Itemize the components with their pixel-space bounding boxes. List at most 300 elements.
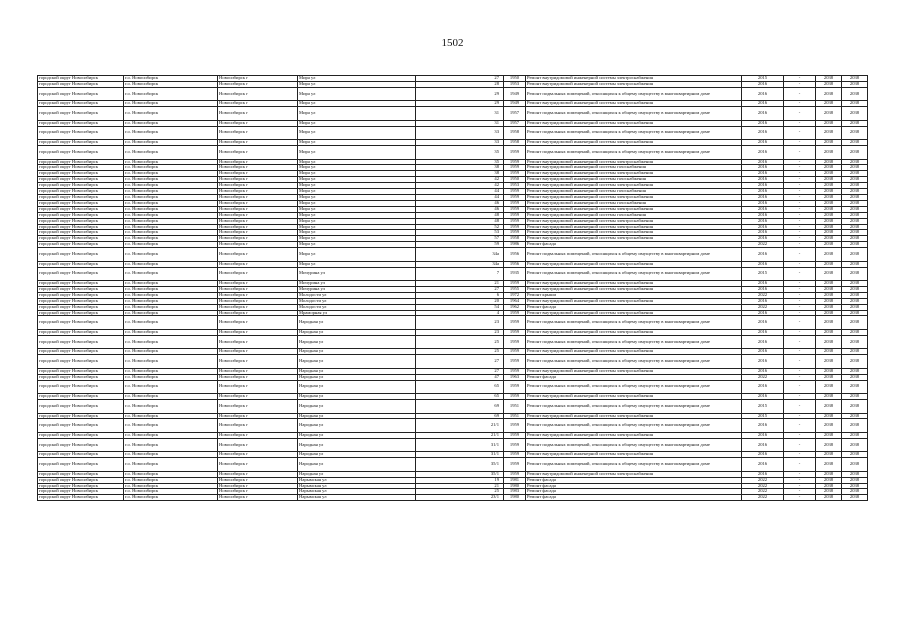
build-year-cell: 1972 bbox=[504, 292, 526, 298]
house-number-cell: 38 bbox=[416, 171, 504, 177]
planned-year-cell: 2016 bbox=[742, 286, 784, 292]
municipality-cell: городской округ Новосибирск bbox=[38, 165, 124, 171]
work-type-cell: Ремонт крыши bbox=[526, 292, 742, 298]
municipality-cell: городской округ Новосибирск bbox=[38, 452, 124, 458]
period-to-cell: 2038 bbox=[842, 120, 868, 126]
city-cell: Новосибирск г bbox=[218, 316, 298, 330]
house-number-cell: 57 bbox=[416, 236, 504, 242]
table-row bbox=[38, 495, 868, 501]
city-cell: Новосибирск г bbox=[218, 212, 298, 218]
city-cell: Новосибирск г bbox=[218, 355, 298, 369]
dash-cell: - bbox=[784, 159, 816, 165]
district-cell: г.о. Новосибирск bbox=[124, 261, 218, 267]
municipality-cell: городской округ Новосибирск bbox=[38, 349, 124, 355]
table-row bbox=[38, 380, 868, 394]
work-type-cell: Ремонт внутридомовой инженерной системы газоснабжения bbox=[526, 165, 742, 171]
table-row bbox=[38, 316, 868, 330]
house-number-cell: 35/1 bbox=[416, 458, 504, 472]
dash-cell: - bbox=[784, 171, 816, 177]
build-year-cell: 1980 bbox=[504, 495, 526, 501]
build-year-cell: 1949 bbox=[504, 101, 526, 107]
period-to-cell: 2038 bbox=[842, 267, 868, 281]
period-from-cell: 2038 bbox=[816, 432, 842, 438]
build-year-cell: 1959 bbox=[504, 355, 526, 369]
period-from-cell: 2038 bbox=[816, 183, 842, 189]
period-to-cell: 2038 bbox=[842, 374, 868, 380]
work-type-cell: Ремонт внутридомовой инженерной системы электроснабжения bbox=[526, 194, 742, 200]
municipality-cell: городской округ Новосибирск bbox=[38, 212, 124, 218]
dash-cell: - bbox=[784, 101, 816, 107]
build-year-cell: 1955 bbox=[504, 286, 526, 292]
period-from-cell: 2038 bbox=[816, 267, 842, 281]
period-from-cell: 2038 bbox=[816, 489, 842, 495]
period-from-cell: 2038 bbox=[816, 419, 842, 433]
house-number-cell: 31/1 bbox=[416, 438, 504, 452]
municipality-cell: городской округ Новосибирск bbox=[38, 329, 124, 335]
period-from-cell: 2038 bbox=[816, 329, 842, 335]
dash-cell: - bbox=[784, 281, 816, 287]
period-to-cell: 2038 bbox=[842, 177, 868, 183]
dash-cell: - bbox=[784, 286, 816, 292]
table-row bbox=[38, 87, 868, 101]
house-number-cell: 34а bbox=[416, 261, 504, 267]
house-number-cell: 25 bbox=[416, 489, 504, 495]
planned-year-cell: 2016 bbox=[742, 355, 784, 369]
build-year-cell: 1959 bbox=[504, 452, 526, 458]
planned-year-cell: 2016 bbox=[742, 146, 784, 160]
planned-year-cell: 2015 bbox=[742, 400, 784, 414]
street-cell: Мира ул bbox=[298, 194, 416, 200]
street-cell: Народная ул bbox=[298, 471, 416, 477]
house-number-cell: 48 bbox=[416, 212, 504, 218]
house-number-cell: 25 bbox=[416, 335, 504, 349]
dash-cell: - bbox=[784, 87, 816, 101]
work-type-cell: Ремонт внутридомовой инженерной системы электроснабжения bbox=[526, 298, 742, 304]
period-to-cell: 2038 bbox=[842, 495, 868, 501]
house-number-cell: 44 bbox=[416, 189, 504, 195]
planned-year-cell: 2022 bbox=[742, 477, 784, 483]
work-type-cell: Ремонт фасада bbox=[526, 483, 742, 489]
municipality-cell: городской округ Новосибирск bbox=[38, 432, 124, 438]
city-cell: Новосибирск г bbox=[218, 292, 298, 298]
city-cell: Новосибирск г bbox=[218, 224, 298, 230]
period-from-cell: 2038 bbox=[816, 140, 842, 146]
period-to-cell: 2038 bbox=[842, 394, 868, 400]
planned-year-cell: 2016 bbox=[742, 206, 784, 212]
house-number-cell: 42 bbox=[416, 177, 504, 183]
municipality-cell: городской округ Новосибирск bbox=[38, 292, 124, 298]
municipality-cell: городской округ Новосибирск bbox=[38, 230, 124, 236]
house-number-cell: 54 bbox=[416, 304, 504, 310]
period-from-cell: 2038 bbox=[816, 146, 842, 160]
work-type-cell: Ремонт подвальных помещений, относящихся к общему имуществу в многоквартирном доме bbox=[526, 316, 742, 330]
district-cell: г.о. Новосибирск bbox=[124, 400, 218, 414]
street-cell: Мира ул bbox=[298, 230, 416, 236]
work-type-cell: Ремонт внутридомовой инженерной системы газоснабжения bbox=[526, 200, 742, 206]
street-cell: Мира ул bbox=[298, 146, 416, 160]
period-to-cell: 2038 bbox=[842, 206, 868, 212]
street-cell: Мира ул bbox=[298, 120, 416, 126]
period-to-cell: 2038 bbox=[842, 236, 868, 242]
period-to-cell: 2038 bbox=[842, 261, 868, 267]
work-type-cell: Ремонт подвальных помещений, относящихся к общему имуществу в многоквартирном доме bbox=[526, 400, 742, 414]
work-type-cell: Ремонт внутридомовой инженерной системы электроснабжения bbox=[526, 206, 742, 212]
city-cell: Новосибирск г bbox=[218, 286, 298, 292]
street-cell: Мира ул bbox=[298, 159, 416, 165]
planned-year-cell: 2016 bbox=[742, 212, 784, 218]
period-to-cell: 2038 bbox=[842, 349, 868, 355]
house-number-cell: 38 bbox=[416, 165, 504, 171]
period-from-cell: 2038 bbox=[816, 438, 842, 452]
dash-cell: - bbox=[784, 335, 816, 349]
house-number-cell: 47 bbox=[416, 374, 504, 380]
city-cell: Новосибирск г bbox=[218, 471, 298, 477]
municipality-cell: городской округ Новосибирск bbox=[38, 310, 124, 316]
house-number-cell: 35 bbox=[416, 146, 504, 160]
city-cell: Новосибирск г bbox=[218, 458, 298, 472]
period-from-cell: 2038 bbox=[816, 76, 842, 82]
dash-cell: - bbox=[784, 298, 816, 304]
street-cell: Мичурина ул bbox=[298, 286, 416, 292]
period-to-cell: 2038 bbox=[842, 159, 868, 165]
street-cell: Мира ул bbox=[298, 171, 416, 177]
dash-cell: - bbox=[784, 471, 816, 477]
planned-year-cell: 2016 bbox=[742, 452, 784, 458]
build-year-cell: 1958 bbox=[504, 236, 526, 242]
page-number: 1502 bbox=[441, 37, 464, 49]
municipality-cell: городской округ Новосибирск bbox=[38, 489, 124, 495]
house-number-cell: 7 bbox=[416, 267, 504, 281]
planned-year-cell: 2016 bbox=[742, 140, 784, 146]
planned-year-cell: 2016 bbox=[742, 281, 784, 287]
planned-year-cell: 2016 bbox=[742, 310, 784, 316]
period-to-cell: 2038 bbox=[842, 81, 868, 87]
table-row bbox=[38, 248, 868, 262]
table-row bbox=[38, 107, 868, 121]
work-type-cell: Ремонт внутридомовой инженерной системы электроснабжения bbox=[526, 236, 742, 242]
municipality-cell: городской округ Новосибирск bbox=[38, 458, 124, 472]
city-cell: Новосибирск г bbox=[218, 329, 298, 335]
build-year-cell: 1959 bbox=[504, 206, 526, 212]
dash-cell: - bbox=[784, 107, 816, 121]
build-year-cell: 1959 bbox=[504, 230, 526, 236]
district-cell: г.о. Новосибирск bbox=[124, 81, 218, 87]
street-cell: Народная ул bbox=[298, 329, 416, 335]
period-to-cell: 2038 bbox=[842, 171, 868, 177]
period-from-cell: 2038 bbox=[816, 286, 842, 292]
work-type-cell: Ремонт внутридомовой инженерной системы электроснабжения bbox=[526, 310, 742, 316]
city-cell: Новосибирск г bbox=[218, 298, 298, 304]
dash-cell: - bbox=[784, 292, 816, 298]
municipality-cell: городской округ Новосибирск bbox=[38, 120, 124, 126]
table-row bbox=[38, 355, 868, 369]
build-year-cell: 1980 bbox=[504, 483, 526, 489]
dash-cell: - bbox=[784, 200, 816, 206]
street-cell: Народная ул bbox=[298, 335, 416, 349]
planned-year-cell: 2016 bbox=[742, 218, 784, 224]
dash-cell: - bbox=[784, 310, 816, 316]
house-number-cell: 27 bbox=[416, 286, 504, 292]
planned-year-cell: 2016 bbox=[742, 248, 784, 262]
dash-cell: - bbox=[784, 146, 816, 160]
city-cell: Новосибирск г bbox=[218, 438, 298, 452]
city-cell: Новосибирск г bbox=[218, 101, 298, 107]
period-from-cell: 2038 bbox=[816, 194, 842, 200]
municipality-cell: городской округ Новосибирск bbox=[38, 477, 124, 483]
build-year-cell: 1959 bbox=[504, 419, 526, 433]
period-to-cell: 2038 bbox=[842, 189, 868, 195]
period-to-cell: 2038 bbox=[842, 452, 868, 458]
municipality-cell: городской округ Новосибирск bbox=[38, 471, 124, 477]
work-type-cell: Ремонт подвальных помещений, относящихся к общему имуществу в многоквартирном доме bbox=[526, 146, 742, 160]
planned-year-cell: 2016 bbox=[742, 81, 784, 87]
work-type-cell: Ремонт внутридомовой инженерной системы электроснабжения bbox=[526, 224, 742, 230]
house-number-cell: 28 bbox=[416, 81, 504, 87]
period-to-cell: 2038 bbox=[842, 471, 868, 477]
planned-year-cell: 2022 bbox=[742, 242, 784, 248]
dash-cell: - bbox=[784, 483, 816, 489]
work-type-cell: Ремонт подвальных помещений, относящихся к общему имуществу в многоквартирном доме bbox=[526, 248, 742, 262]
period-from-cell: 2038 bbox=[816, 281, 842, 287]
dash-cell: - bbox=[784, 489, 816, 495]
work-type-cell: Ремонт внутридомовой инженерной системы электроснабжения bbox=[526, 261, 742, 267]
district-cell: г.о. Новосибирск bbox=[124, 355, 218, 369]
planned-year-cell: 2022 bbox=[742, 292, 784, 298]
period-to-cell: 2038 bbox=[842, 368, 868, 374]
period-to-cell: 2038 bbox=[842, 335, 868, 349]
period-to-cell: 2038 bbox=[842, 380, 868, 394]
district-cell: г.о. Новосибирск bbox=[124, 242, 218, 248]
period-to-cell: 2038 bbox=[842, 146, 868, 160]
house-number-cell: 27 bbox=[416, 368, 504, 374]
municipality-cell: городской округ Новосибирск bbox=[38, 140, 124, 146]
planned-year-cell: 2016 bbox=[742, 394, 784, 400]
district-cell: г.о. Новосибирск bbox=[124, 165, 218, 171]
municipality-cell: городской округ Новосибирск bbox=[38, 236, 124, 242]
street-cell: Мраморная ул bbox=[298, 310, 416, 316]
period-to-cell: 2038 bbox=[842, 316, 868, 330]
period-from-cell: 2038 bbox=[816, 413, 842, 419]
city-cell: Новосибирск г bbox=[218, 236, 298, 242]
district-cell: г.о. Новосибирск bbox=[124, 380, 218, 394]
work-type-cell: Ремонт фасада bbox=[526, 489, 742, 495]
city-cell: Новосибирск г bbox=[218, 159, 298, 165]
work-type-cell: Ремонт фасада bbox=[526, 477, 742, 483]
build-year-cell: 1953 bbox=[504, 183, 526, 189]
city-cell: Новосибирск г bbox=[218, 146, 298, 160]
city-cell: Новосибирск г bbox=[218, 349, 298, 355]
table-body bbox=[38, 76, 868, 501]
street-cell: Мира ул bbox=[298, 107, 416, 121]
dash-cell: - bbox=[784, 81, 816, 87]
dash-cell: - bbox=[784, 120, 816, 126]
city-cell: Новосибирск г bbox=[218, 200, 298, 206]
table-row bbox=[38, 419, 868, 433]
planned-year-cell: 2022 bbox=[742, 489, 784, 495]
municipality-cell: городской округ Новосибирск bbox=[38, 101, 124, 107]
dash-cell: - bbox=[784, 438, 816, 452]
build-year-cell: 1958 bbox=[504, 140, 526, 146]
district-cell: г.о. Новосибирск bbox=[124, 206, 218, 212]
street-cell: Нарымская ул bbox=[298, 477, 416, 483]
planned-year-cell: 2016 bbox=[742, 126, 784, 140]
house-number-cell: 33 bbox=[416, 140, 504, 146]
period-from-cell: 2038 bbox=[816, 230, 842, 236]
district-cell: г.о. Новосибирск bbox=[124, 394, 218, 400]
district-cell: г.о. Новосибирск bbox=[124, 183, 218, 189]
street-cell: Народная ул bbox=[298, 349, 416, 355]
street-cell: Народная ул bbox=[298, 432, 416, 438]
municipality-cell: городской округ Новосибирск bbox=[38, 335, 124, 349]
city-cell: Новосибирск г bbox=[218, 489, 298, 495]
period-to-cell: 2038 bbox=[842, 218, 868, 224]
build-year-cell: 1959 bbox=[504, 171, 526, 177]
dash-cell: - bbox=[784, 316, 816, 330]
planned-year-cell: 2016 bbox=[742, 298, 784, 304]
build-year-cell: 1959 bbox=[504, 329, 526, 335]
house-number-cell: 59 bbox=[416, 242, 504, 248]
period-to-cell: 2038 bbox=[842, 183, 868, 189]
planned-year-cell: 2016 bbox=[742, 120, 784, 126]
period-from-cell: 2038 bbox=[816, 394, 842, 400]
street-cell: Народная ул bbox=[298, 355, 416, 369]
work-type-cell: Ремонт внутридомовой инженерной системы газоснабжения bbox=[526, 212, 742, 218]
table-row bbox=[38, 400, 868, 414]
period-to-cell: 2038 bbox=[842, 126, 868, 140]
house-number-cell: 21 bbox=[416, 281, 504, 287]
period-to-cell: 2038 bbox=[842, 101, 868, 107]
municipality-cell: городской округ Новосибирск bbox=[38, 189, 124, 195]
district-cell: г.о. Новосибирск bbox=[124, 471, 218, 477]
period-to-cell: 2038 bbox=[842, 432, 868, 438]
house-number-cell: 19 bbox=[416, 477, 504, 483]
house-number-cell: 27 bbox=[416, 355, 504, 369]
district-cell: г.о. Новосибирск bbox=[124, 316, 218, 330]
district-cell: г.о. Новосибирск bbox=[124, 349, 218, 355]
municipality-cell: городской округ Новосибирск bbox=[38, 400, 124, 414]
build-year-cell: 1959 bbox=[504, 380, 526, 394]
period-from-cell: 2038 bbox=[816, 316, 842, 330]
municipality-cell: городской округ Новосибирск bbox=[38, 194, 124, 200]
street-cell: Мира ул bbox=[298, 189, 416, 195]
municipality-cell: городской округ Новосибирск bbox=[38, 368, 124, 374]
build-year-cell: 1935 bbox=[504, 267, 526, 281]
house-number-cell: 33 bbox=[416, 126, 504, 140]
build-year-cell: 1959 bbox=[504, 458, 526, 472]
street-cell: Нарымская ул bbox=[298, 483, 416, 489]
district-cell: г.о. Новосибирск bbox=[124, 438, 218, 452]
period-from-cell: 2038 bbox=[816, 120, 842, 126]
street-cell: Мира ул bbox=[298, 261, 416, 267]
house-number-cell: 65 bbox=[416, 394, 504, 400]
city-cell: Новосибирск г bbox=[218, 120, 298, 126]
city-cell: Новосибирск г bbox=[218, 171, 298, 177]
period-to-cell: 2038 bbox=[842, 310, 868, 316]
district-cell: г.о. Новосибирск bbox=[124, 87, 218, 101]
work-type-cell: Ремонт фасада bbox=[526, 242, 742, 248]
work-type-cell: Ремонт внутридомовой инженерной системы электроснабжения bbox=[526, 349, 742, 355]
build-year-cell: 1962 bbox=[504, 304, 526, 310]
period-from-cell: 2038 bbox=[816, 101, 842, 107]
period-from-cell: 2038 bbox=[816, 471, 842, 477]
period-to-cell: 2038 bbox=[842, 224, 868, 230]
municipality-cell: городской округ Новосибирск bbox=[38, 200, 124, 206]
work-type-cell: Ремонт подвальных помещений, относящихся к общему имуществу в многоквартирном доме bbox=[526, 335, 742, 349]
city-cell: Новосибирск г bbox=[218, 242, 298, 248]
dash-cell: - bbox=[784, 355, 816, 369]
municipality-cell: городской округ Новосибирск bbox=[38, 355, 124, 369]
municipality-cell: городской округ Новосибирск bbox=[38, 394, 124, 400]
municipality-cell: городской округ Новосибирск bbox=[38, 281, 124, 287]
city-cell: Новосибирск г bbox=[218, 380, 298, 394]
city-cell: Новосибирск г bbox=[218, 335, 298, 349]
street-cell: Молодости ул bbox=[298, 292, 416, 298]
period-to-cell: 2038 bbox=[842, 458, 868, 472]
dash-cell: - bbox=[784, 76, 816, 82]
work-type-cell: Ремонт внутридомовой инженерной системы электроснабжения bbox=[526, 432, 742, 438]
municipality-cell: городской округ Новосибирск bbox=[38, 81, 124, 87]
build-year-cell: 1959 bbox=[504, 316, 526, 330]
district-cell: г.о. Новосибирск bbox=[124, 159, 218, 165]
municipality-cell: городской округ Новосибирск bbox=[38, 286, 124, 292]
planned-year-cell: 2016 bbox=[742, 200, 784, 206]
dash-cell: - bbox=[784, 206, 816, 212]
period-to-cell: 2038 bbox=[842, 281, 868, 287]
period-from-cell: 2038 bbox=[816, 458, 842, 472]
city-cell: Новосибирск г bbox=[218, 230, 298, 236]
city-cell: Новосибирск г bbox=[218, 374, 298, 380]
period-to-cell: 2038 bbox=[842, 165, 868, 171]
work-type-cell: Ремонт подвальных помещений, относящихся к общему имуществу в многоквартирном доме bbox=[526, 419, 742, 433]
city-cell: Новосибирск г bbox=[218, 140, 298, 146]
district-cell: г.о. Новосибирск bbox=[124, 171, 218, 177]
period-from-cell: 2038 bbox=[816, 477, 842, 483]
district-cell: г.о. Новосибирск bbox=[124, 76, 218, 82]
table-row bbox=[38, 438, 868, 452]
build-year-cell: 1950 bbox=[504, 76, 526, 82]
period-from-cell: 2038 bbox=[816, 171, 842, 177]
dash-cell: - bbox=[784, 374, 816, 380]
planned-year-cell: 2016 bbox=[742, 171, 784, 177]
work-type-cell: Ремонт подвальных помещений, относящихся к общему имуществу в многоквартирном доме bbox=[526, 355, 742, 369]
district-cell: г.о. Новосибирск bbox=[124, 101, 218, 107]
planned-year-cell: 2022 bbox=[742, 495, 784, 501]
house-number-cell: 23 bbox=[416, 329, 504, 335]
municipality-cell: городской округ Новосибирск bbox=[38, 419, 124, 433]
house-number-cell: 48 bbox=[416, 218, 504, 224]
period-from-cell: 2038 bbox=[816, 107, 842, 121]
dash-cell: - bbox=[784, 261, 816, 267]
build-year-cell: 1959 bbox=[504, 281, 526, 287]
municipality-cell: городской округ Новосибирск bbox=[38, 374, 124, 380]
table-row bbox=[38, 267, 868, 281]
dash-cell: - bbox=[784, 194, 816, 200]
build-year-cell: 1986 bbox=[504, 242, 526, 248]
city-cell: Новосибирск г bbox=[218, 206, 298, 212]
municipality-cell: городской округ Новосибирск bbox=[38, 159, 124, 165]
planned-year-cell: 2016 bbox=[742, 458, 784, 472]
house-number-cell: 27 bbox=[416, 76, 504, 82]
street-cell: Мира ул bbox=[298, 87, 416, 101]
dash-cell: - bbox=[784, 380, 816, 394]
build-year-cell: 1949 bbox=[504, 87, 526, 101]
district-cell: г.о. Новосибирск bbox=[124, 218, 218, 224]
period-to-cell: 2038 bbox=[842, 140, 868, 146]
planned-year-cell: 2015 bbox=[742, 76, 784, 82]
period-to-cell: 2038 bbox=[842, 230, 868, 236]
district-cell: г.о. Новосибирск bbox=[124, 230, 218, 236]
build-year-cell: 1959 bbox=[504, 438, 526, 452]
